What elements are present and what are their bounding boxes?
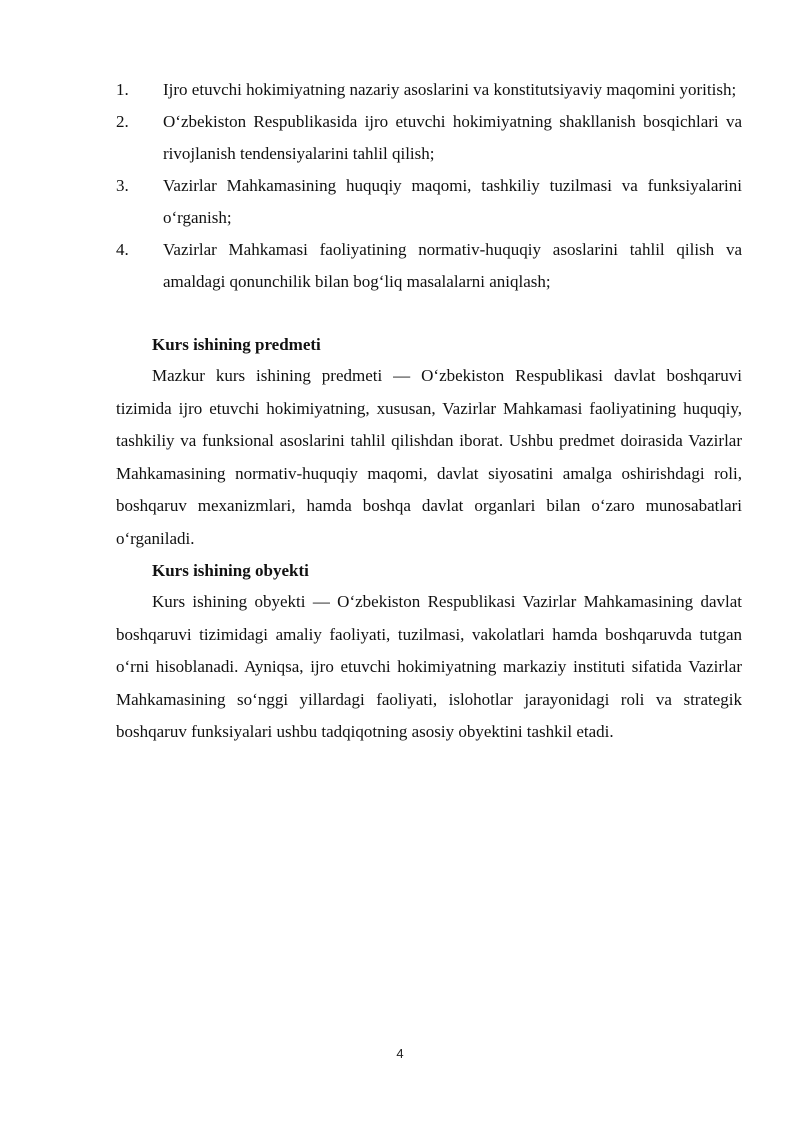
- list-item-number: 3.: [116, 176, 129, 195]
- object-paragraph: Kurs ishining obyekti — O‘zbekiston Respublikasi Vazirlar Mahkamasining davlat boshqaruvi tizimidagi amaliy faoliyati, tuzilmasi, vakolatlari hamda boshqaruvda tutgan o‘rni hisoblanadi. Ayniqsa, ijro etuvchi hokimiyatning markaziy instituti sifatida Vazirlar Mahkamasining so‘nggi yillardagi faoliyati, islohotlar jarayonidagi roli va strategik boshqaruv funksiyalari ushbu tadqiqotning asosiy obyektini tashkil etadi.: [116, 592, 742, 741]
- list-item: [116, 234, 742, 298]
- list-item-text: Ijro etuvchi hokimiyatning nazariy asoslarini va konstitutsiyaviy maqomini yoritish;: [163, 80, 737, 99]
- list-item-text: O‘zbekiston Respublikasida ijro etuvchi hokimiyatning shakllanish bosqichlari va rivojlanish tendensiyalarini tahlil qilish;: [163, 112, 742, 163]
- subject-paragraph: Mazkur kurs ishining predmeti — O‘zbekiston Respublikasi davlat boshqaruvi tizimida ijro etuvchi hokimiyatning, xususan, Vazirlar Mahkamasi faoliyatining huquqiy, tashkiliy va funksional asoslarini tahlil qilishdan iborat. Ushbu predmet doirasida Vazirlar Mahkamasining normativ-huquqiy maqomi, davlat siyosatini amalga oshirishdagi roli, boshqaruv mexanizmlari, hamda boshqa davlat organlari bilan o‘zaro munosabatlari o‘rganiladi.: [116, 366, 742, 548]
- list-item: [116, 74, 742, 106]
- list-item: [116, 106, 742, 170]
- list-item-number: 4.: [116, 240, 129, 259]
- list-item-number: 2.: [116, 112, 129, 131]
- page-number: 4: [396, 1046, 404, 1061]
- section-spacer: [116, 298, 742, 329]
- subject-heading: Kurs ishining predmeti: [152, 335, 321, 354]
- list-item: [116, 170, 742, 234]
- list-item-text: Vazirlar Mahkamasi faoliyatining normativ-huquqiy asoslarini tahlil qilish va amaldagi qonunchilik bilan bog‘liq masalalarni aniqlash;: [163, 240, 742, 291]
- list-item-text: Vazirlar Mahkamasining huquqiy maqomi, tashkiliy tuzilmasi va funksiyalarini o‘rganish;: [163, 176, 742, 227]
- object-heading: Kurs ishining obyekti: [152, 561, 309, 580]
- document-page: [116, 74, 742, 749]
- list-item-number: 1.: [116, 80, 129, 99]
- objectives-list: [116, 74, 742, 298]
